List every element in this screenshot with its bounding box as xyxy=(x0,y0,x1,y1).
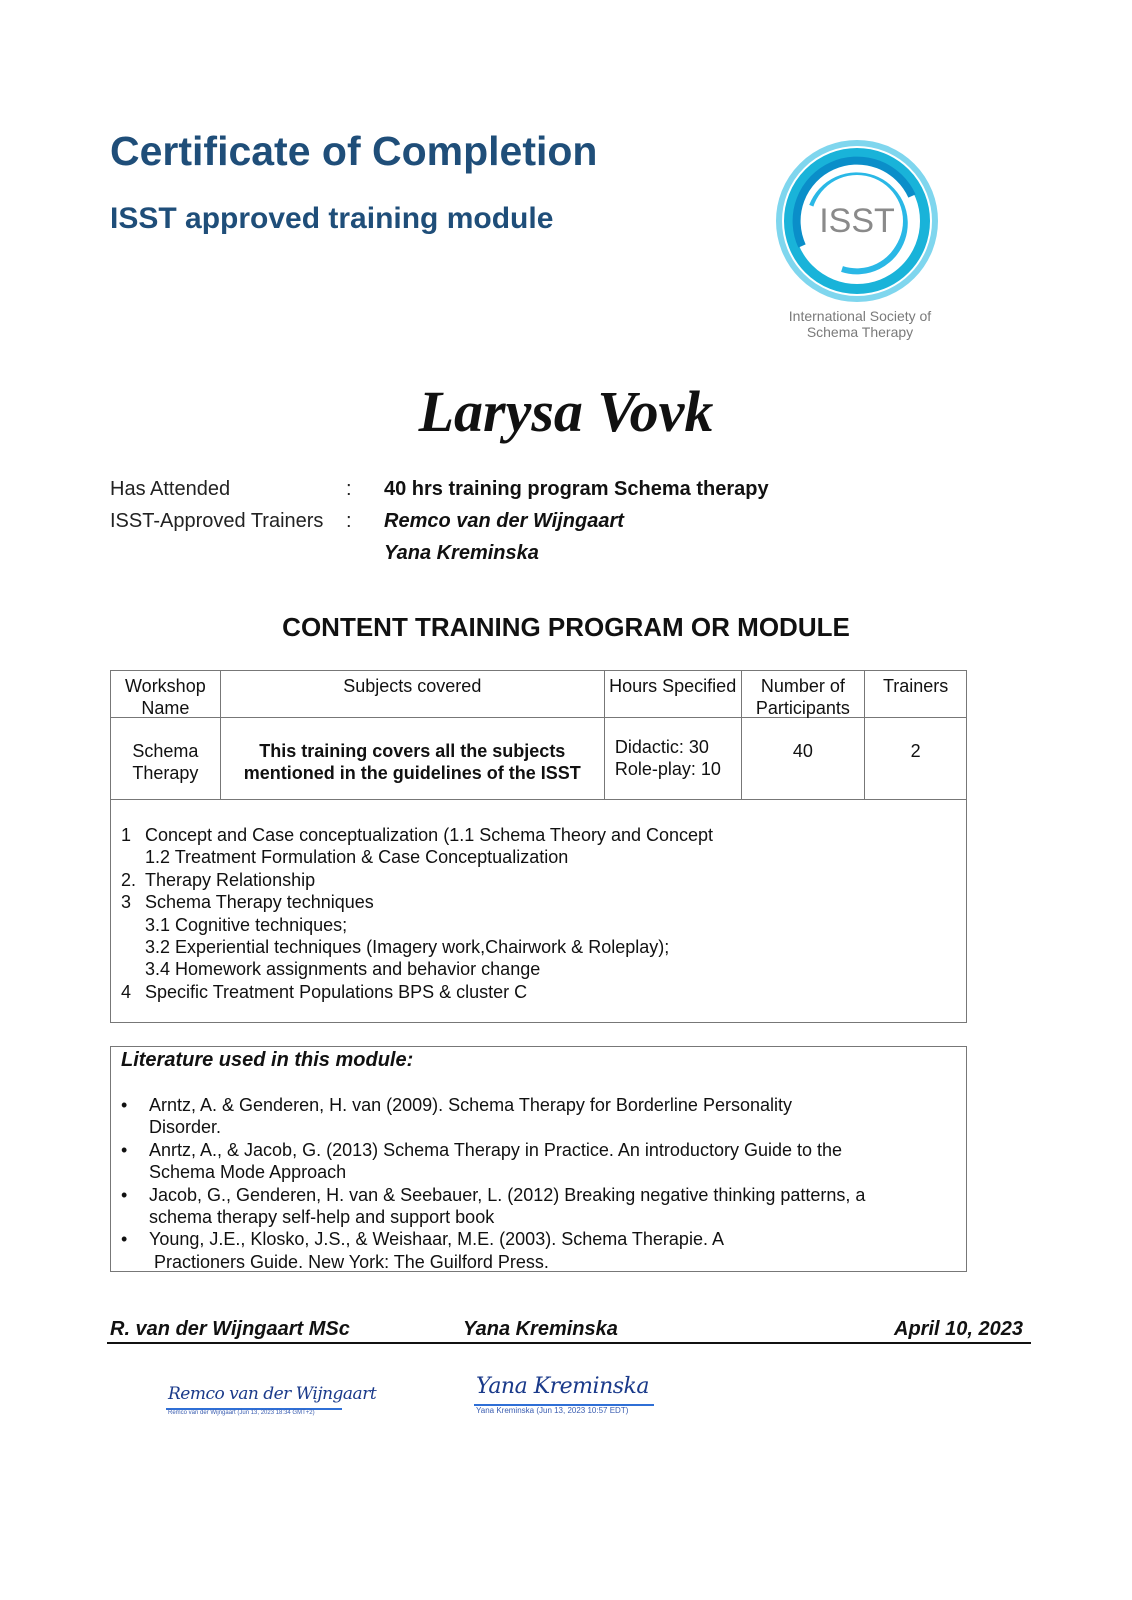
logo-text: ISST xyxy=(819,202,895,240)
cell-participants: 40 xyxy=(742,718,866,799)
reference-line: Practioners Guide. New York: The Guilford Press. xyxy=(149,1251,549,1272)
logo-caption-line1: International Society of xyxy=(788,308,932,324)
section-title: CONTENT TRAINING PROGRAM OR MODULE xyxy=(282,612,850,642)
list-item xyxy=(121,1139,956,1184)
bullet-icon: • xyxy=(121,1139,128,1160)
list-item xyxy=(121,869,966,891)
reference-line: Young, J.E., Klosko, J.S., & Weishaar, M.E. (2003). Schema Therapie. A xyxy=(149,1229,724,1250)
attended-colon: : xyxy=(346,478,352,500)
cell-subjects xyxy=(221,718,605,799)
topic-text: 1.2 Treatment Formulation & Case Conceptualization xyxy=(145,847,569,868)
list-item xyxy=(121,1228,956,1273)
signature-1-stamp: Remco van der Wijngaart (Jun 13, 2023 18:34 GMT+2) xyxy=(168,1410,315,1416)
trainers-label: ISST-Approved Trainers xyxy=(110,510,324,532)
hours-line: Didactic: 30 xyxy=(614,737,709,757)
header-participants: Number of Participants xyxy=(742,671,866,717)
signatory-name-2: Yana Kreminska xyxy=(463,1318,618,1340)
reference-line: Disorder. xyxy=(149,1117,222,1138)
signatory-name-1: R. van der Wijngaart MSc xyxy=(110,1318,350,1340)
list-item xyxy=(121,936,966,958)
signature-2-stamp: Yana Kreminska (Jun 13, 2023 10:57 EDT) xyxy=(476,1406,629,1415)
cell-hours xyxy=(605,718,742,799)
reference-line: Arntz, A. & Genderen, H. van (2009). Schema Therapy for Borderline Personality xyxy=(149,1095,792,1115)
bullet-icon: • xyxy=(121,1184,128,1205)
topic-text: Schema Therapy techniques xyxy=(145,892,374,913)
literature-title: Literature used in this module: xyxy=(121,1049,414,1071)
signature-1: Remco van der Wijngaart xyxy=(168,1384,377,1404)
certificate-subtitle: ISST approved training module xyxy=(110,202,554,235)
header-subjects: Subjects covered xyxy=(221,671,605,717)
cell-trainers: 2 xyxy=(910,741,921,761)
attended-label: Has Attended xyxy=(110,478,231,500)
topic-number: 3 xyxy=(121,892,132,913)
topic-number: 2. xyxy=(121,869,137,890)
logo-caption xyxy=(760,308,960,340)
literature-list xyxy=(121,1094,956,1273)
trainers-colon: : xyxy=(346,510,352,532)
attended-value: 40 hrs training program Schema therapy xyxy=(384,478,769,500)
list-item xyxy=(121,846,966,868)
workshop-line: Therapy xyxy=(132,763,199,783)
topic-text: Therapy Relationship xyxy=(145,869,316,890)
signature-divider xyxy=(107,1342,1031,1344)
content-table xyxy=(110,670,967,1023)
isst-logo xyxy=(772,136,942,306)
header-hours: Hours Specified xyxy=(605,671,742,717)
header-workshop: Workshop Name xyxy=(111,671,221,717)
subjects-line: mentioned in the guidelines of the ISST xyxy=(243,763,581,783)
signature-date: April 10, 2023 xyxy=(894,1318,1023,1340)
list-item xyxy=(121,824,966,846)
hours-line: Role-play: 10 xyxy=(614,759,721,779)
bullet-icon: • xyxy=(121,1095,128,1115)
topics-list xyxy=(111,800,966,1022)
header-trainers: Trainers xyxy=(882,676,949,696)
topic-text: 3.1 Cognitive techniques; xyxy=(145,914,348,935)
signature-2: Yana Kreminska xyxy=(476,1374,649,1399)
bullet-icon: • xyxy=(121,1229,128,1250)
list-item xyxy=(121,958,966,980)
reference-line: Schema Mode Approach xyxy=(149,1162,347,1183)
topic-number: 1 xyxy=(121,825,132,845)
list-item xyxy=(121,891,966,913)
table-row xyxy=(111,718,966,800)
literature-box xyxy=(110,1046,967,1272)
trainer-1: Remco van der Wijngaart xyxy=(384,510,624,532)
cell-workshop xyxy=(111,718,221,799)
logo-caption-line2: Schema Therapy xyxy=(806,324,914,340)
reference-line: schema therapy self-help and support book xyxy=(149,1207,495,1228)
reference-line: Jacob, G., Genderen, H. van & Seebauer, L. (2012) Breaking negative thinking patterns, a xyxy=(149,1184,866,1205)
list-item xyxy=(121,1184,956,1229)
topic-text: 3.4 Homework assignments and behavior change xyxy=(145,959,541,980)
list-item xyxy=(121,914,966,936)
recipient-name: Larysa Vovk xyxy=(418,379,714,444)
topic-text: Concept and Case conceptualization (1.1 Schema Theory and Concept xyxy=(145,825,714,845)
table-header-row xyxy=(111,671,966,718)
subjects-line: This training covers all the subjects xyxy=(259,741,566,761)
trainer-2: Yana Kreminska xyxy=(384,542,539,564)
list-item xyxy=(121,981,966,1003)
topic-text: 3.2 Experiential techniques (Imagery work,Chairwork & Roleplay); xyxy=(145,937,670,958)
topic-number: 4 xyxy=(121,981,132,1002)
list-item xyxy=(121,1094,956,1139)
workshop-line: Schema xyxy=(132,741,199,761)
certificate-title: Certificate of Completion xyxy=(110,128,598,174)
topic-text: Specific Treatment Populations BPS & cluster C xyxy=(145,981,528,1002)
reference-line: Anrtz, A., & Jacob, G. (2013) Schema Therapy in Practice. An introductory Guide to the xyxy=(149,1139,843,1160)
